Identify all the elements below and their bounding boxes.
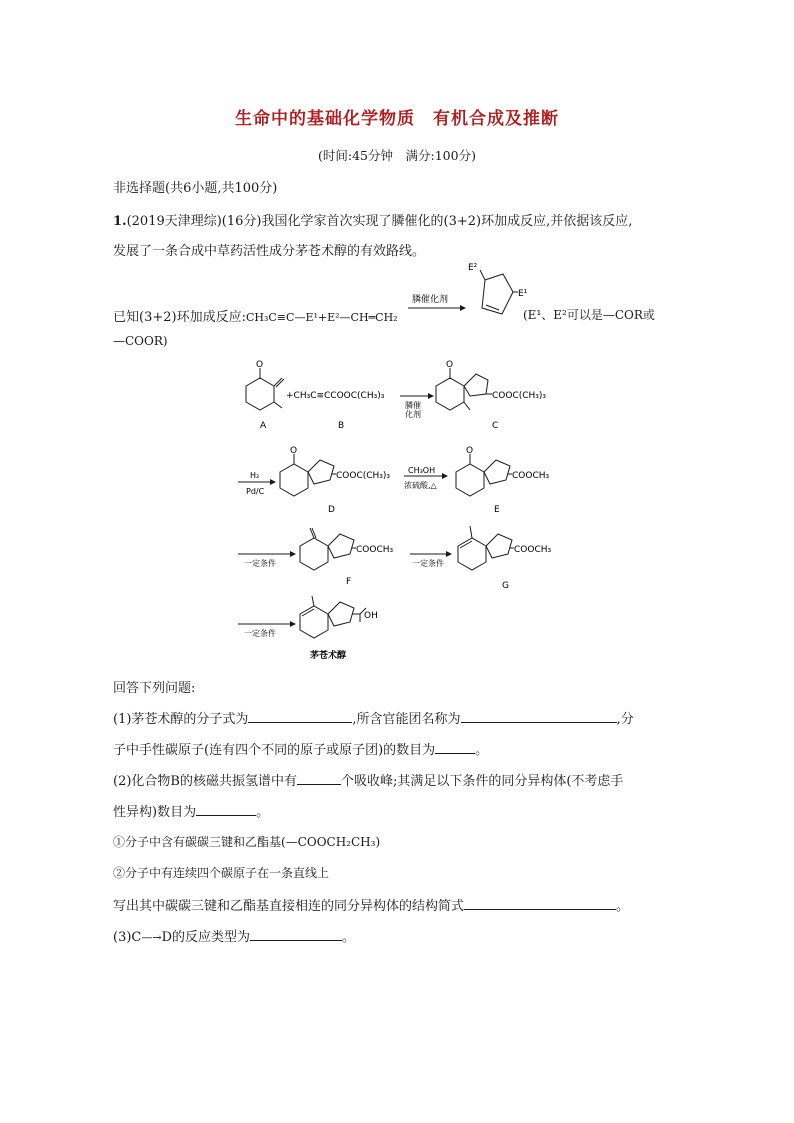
- arrowhead: [428, 393, 434, 399]
- q2-text-b: 个吸收峰;其满足以下条件的同分异构体(不考虑手: [340, 774, 624, 789]
- q3-text-b: D的反应类型为: [161, 930, 251, 945]
- label-d: D: [328, 505, 335, 515]
- compound-c-structure: [436, 360, 546, 410]
- question-number: 1.: [113, 214, 127, 229]
- q2-text-a: (2)化合物B的核磁共振氢谱中有: [113, 774, 297, 789]
- q1-text-b: ,所含官能团名称为: [352, 712, 461, 727]
- answer-blank-structure[interactable]: [464, 897, 616, 910]
- q1-text-e: 。: [475, 743, 489, 758]
- product-oh-label: OH: [364, 611, 378, 621]
- compound-e-structure: [456, 446, 550, 496]
- reagent-acid: 浓硫酸,△: [404, 481, 437, 490]
- g-ester-label: COOCH₃: [514, 545, 552, 555]
- known-reaction-line: [113, 306, 398, 325]
- arrowhead: [270, 479, 276, 485]
- f-ester-label: COOCH₃: [356, 545, 394, 555]
- q3-arrow: —→: [141, 931, 162, 944]
- d-oxygen-label: O: [290, 446, 298, 456]
- catalyst-line2: 化剂: [405, 410, 421, 419]
- e-ester-label: COOCH₃: [512, 471, 550, 481]
- q1-intro-text-a: (2019天津理综)(16分)我国化学家首次实现了膦催化的(3+2)环加成反应,并依据该反应,: [126, 214, 633, 229]
- q1-intro-line2: 发展了一条合成中草药活性成分茅苍术醇的有效路线。: [113, 244, 426, 259]
- cond-e-to-f: 一定条件: [244, 559, 276, 568]
- q2-text-c: 性异构)数目为: [113, 805, 197, 820]
- e-oxygen-label: O: [466, 446, 474, 456]
- compound-a-structure: [246, 360, 284, 410]
- a-oxygen-label: O: [256, 360, 264, 370]
- known-prefix: 已知(3+2)环加成反应:: [113, 310, 246, 325]
- page-title: 生命中的基础化学物质 有机合成及推断: [235, 109, 559, 129]
- question-3-line: [113, 926, 355, 945]
- compound-f-structure: [300, 528, 394, 570]
- reagent-b: +CH₃C≡CCOOC(CH₃)₃: [286, 391, 385, 401]
- question-1-line1: [113, 708, 634, 727]
- label-product: 茅苍术醇: [310, 651, 347, 661]
- label-c: C: [492, 421, 499, 431]
- cond-g-to-product: 一定条件: [244, 629, 276, 638]
- c-oxygen-label: O: [446, 360, 454, 370]
- section-heading: 非选择题(共6小题,共100分): [113, 181, 278, 196]
- arrowhead: [290, 621, 296, 627]
- q1-intro-line1: [113, 210, 632, 229]
- answer-blank-formula[interactable]: [248, 710, 352, 723]
- synthesis-scheme: [230, 356, 590, 666]
- arrowhead: [460, 305, 466, 311]
- answer-blank-functional-group[interactable]: [461, 710, 617, 723]
- catalyst-line1: 膦催: [405, 401, 421, 410]
- question-2-line1: [113, 770, 623, 789]
- e1-label: E¹: [518, 289, 528, 299]
- reagent-ch3oh: CH₃OH: [408, 466, 436, 475]
- ring-double-bond: [486, 305, 499, 310]
- reagent-h2: H₂: [250, 471, 260, 480]
- q2-text-d: 。: [256, 805, 270, 820]
- d-ester-label: COOC(CH₃)₃: [336, 471, 391, 481]
- reagent-pdc: Pd/C: [246, 487, 265, 496]
- compound-g-structure: [458, 526, 552, 570]
- compound-d-structure: [280, 446, 390, 496]
- e2-label: E²: [468, 263, 478, 273]
- label-b: B: [338, 421, 345, 431]
- answer-blank-reaction-type[interactable]: [250, 928, 342, 941]
- cond-f-to-g: 一定条件: [412, 559, 444, 568]
- question-2-line3: [113, 895, 629, 914]
- q3-text-a: (3)C: [113, 930, 142, 945]
- e2-bond: [480, 270, 485, 280]
- c-ester-label: COOC(CH₃)₃: [492, 391, 547, 401]
- q2-text-e: 写出其中碳碳三键和乙酯基直接相连的同分异构体的结构简式: [113, 899, 465, 914]
- q1-text-d: 子中手性碳原子(连有四个不同的原子或原子团)的数目为: [113, 743, 436, 758]
- answer-blank-peaks[interactable]: [297, 772, 341, 785]
- q1-text-c: ,分: [616, 712, 634, 727]
- label-g: G: [502, 581, 509, 591]
- label-f: F: [346, 577, 352, 587]
- known-reaction-scheme: [400, 258, 530, 328]
- answer-blank-isomer-count[interactable]: [196, 803, 256, 816]
- question-2-line2: [113, 801, 269, 820]
- arrowhead: [290, 551, 296, 557]
- label-e: E: [494, 505, 500, 515]
- cyclopentene-ring: [482, 274, 513, 314]
- arrowhead: [446, 551, 452, 557]
- q1-text-a: (1)茅苍术醇的分子式为: [113, 712, 249, 727]
- q2-text-f: 。: [616, 899, 630, 914]
- known-note-b: —COOR): [113, 334, 168, 348]
- known-catalyst-label: 膦催化剂: [412, 295, 449, 305]
- q3-text-c: 。: [342, 930, 356, 945]
- condition-1: ①分子中含有碳碳三键和乙酯基(—COOCH₂CH₃): [113, 835, 381, 849]
- arrowhead: [442, 473, 448, 479]
- label-a: A: [260, 421, 267, 431]
- answer-intro: 回答下列问题:: [113, 681, 196, 696]
- known-note-a: (E¹、E²可以是—COR或: [523, 308, 655, 322]
- condition-2: ②分子中有连续四个碳原子在一条直线上: [113, 866, 330, 880]
- page-subtitle: (时间:45分钟 满分:100分): [318, 148, 476, 163]
- answer-blank-chiral-count[interactable]: [435, 741, 475, 754]
- product-structure: [300, 596, 378, 638]
- question-1-line2: [113, 739, 488, 758]
- known-reactants: CH₃C≡C—E¹+E²—CH═CH₂: [245, 311, 398, 324]
